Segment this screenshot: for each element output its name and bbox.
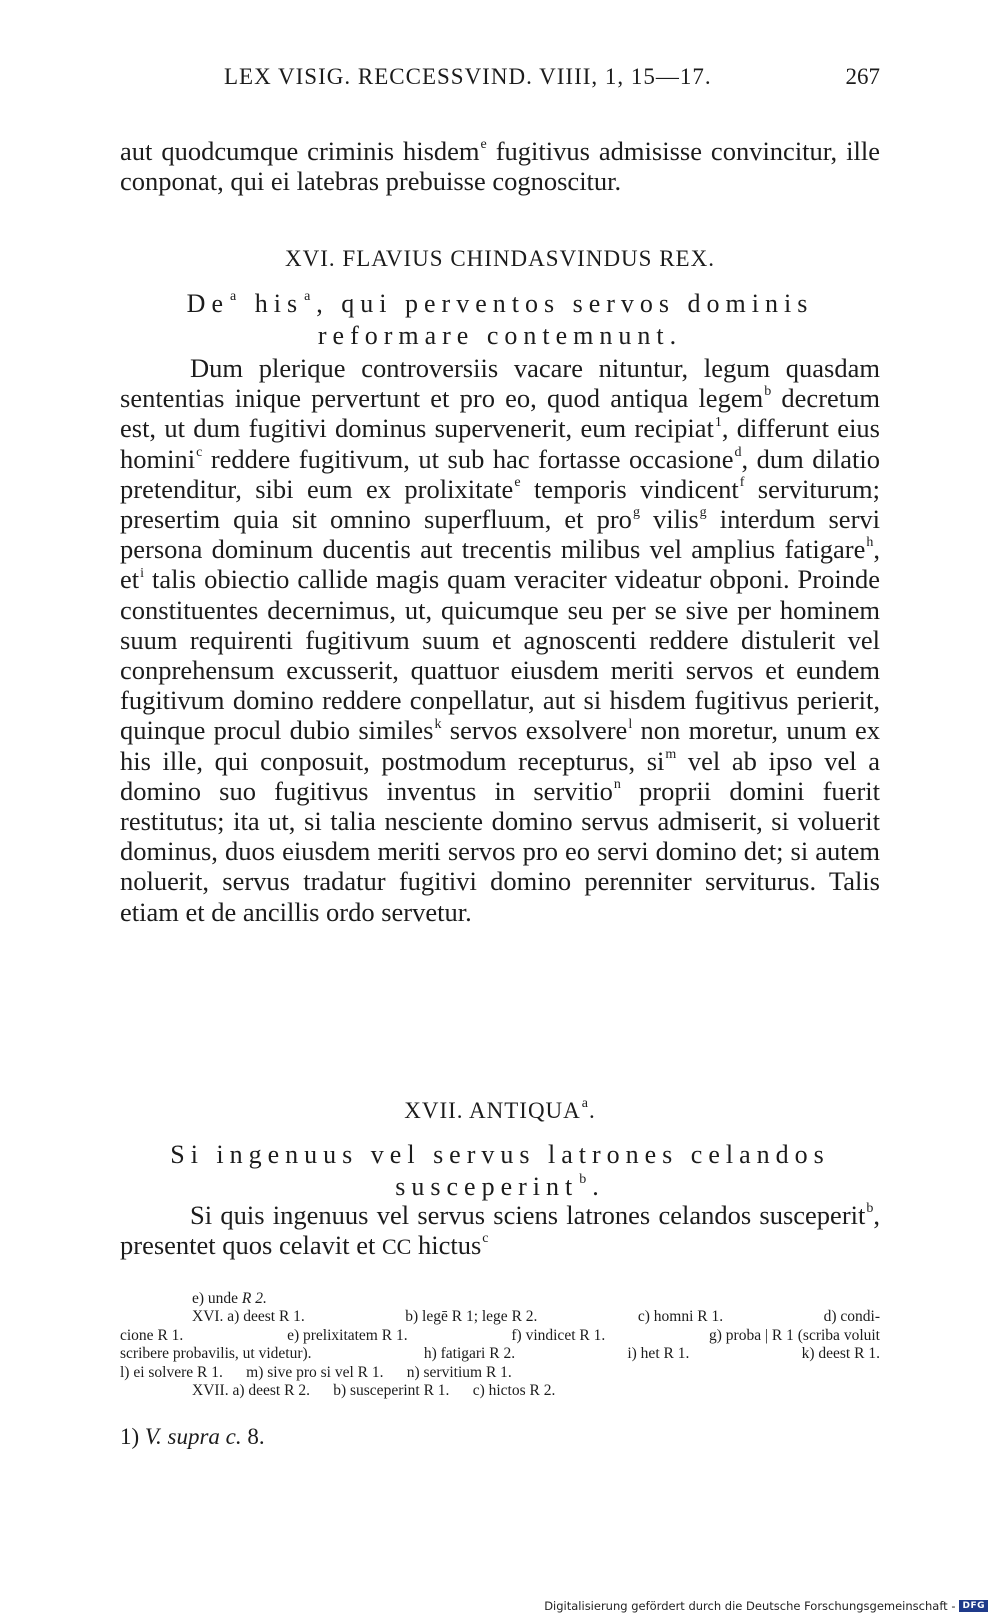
footnote-1: 1) V. supra c. 8. <box>120 1424 265 1449</box>
section-rubric-xvii: Si ingenuus vel servus latrones celandos susceperint$^b$. <box>170 1140 830 1201</box>
apparatus-line: scribere probavilis, ut videtur). h) fatigari R 2. i) het R 1. k) deest R 1. <box>120 1345 880 1363</box>
page-number: 267 <box>845 64 880 89</box>
running-title: LEX VISIG. RECCESSVIND. VIIII, 1, 15—17. <box>224 64 712 89</box>
critical-apparatus <box>120 1290 880 1400</box>
paragraph-text: aut quodcumque criminis hisdem$^e$ fugitivus admisisse convincitur, ille conponat, qui ei latebras prebuisse cognoscitur. <box>120 136 880 197</box>
paragraph-text: Si quis ingenuus vel servus sciens latrones celandos susceperit$^b$, presentet quos celavit et CC hictus$^c$ <box>120 1200 880 1261</box>
apparatus-line: e) unde R 2. <box>192 1290 267 1307</box>
section-heading-xvi: XVI. FLAVIUS CHINDASVINDUS REX. <box>285 246 715 271</box>
section-text-xvi <box>120 353 880 927</box>
apparatus-line: XVII. a) deest R 2. b) susceperint R 1. c) hictos R 2. <box>192 1382 556 1400</box>
running-head <box>120 64 880 104</box>
apparatus-line: XVI. a) deest R 1. b) legē R 1; lege R 2. c) homni R 1. d) condi- <box>192 1308 880 1326</box>
section-heading-xvii: XVII. ANTIQUA$^a$. <box>404 1096 596 1123</box>
digitization-credit <box>544 1599 988 1613</box>
credit-text: Digitalisierung gefördert durch die Deutsche Forschungsgemeinschaft - <box>544 1599 956 1613</box>
paragraph-text: Dum plerique controversiis vacare nituntur, legum quasdam sententias inique pervertunt et pro eo, quod antiqua legem$^b$ decretum est, ut dum fugitivi dominus supervenerit, eum recipiat$^1$, differunt eius homini$^c$ reddere fugitivum, ut sub hac fortasse occasione$^d$, dum dilatio pretenditur, sibi eum ex prolixitate$^e$ temporis vindicent$^f$ serviturum; presertim quia sit omnino superfluum, et pro$^g$ vilis$^g$ interdum servi persona dominum ducentis aut trecentis milibus vel amplius fatigare$^h$, $et^i$ talis obiectio callide magis quam veraciter videatur obponi. Proinde constituentes decernimus, ut, quicumque seu per se sive per hominem suum requirenti fugitivum suum et agnoscenti reddere distulerit vel conprehensum excusserit, quattuor eiusdem meriti servos et eundem fugitivum domino reddere conpellatur, aut si hisdem fugitivus perierit, quinque procul dubio similes$^k$ servos exsolvere$^l$ non moretur, unum ex his ille, qui conposuit, postmodum recepturus, $si^m$ vel ab ipso vel a domino suo fugitivus inventus in servitio$^n$ proprii domini fuerit restitutus; ita ut, si talia nesciente domino servus admiserit, si voluerit dominus, duos eiusdem meriti servos pro eo servi domino det; si autem noluerit, servus tradatur fugitivi domino perenniter serviturus. Talis etiam et de ancillis ordo servetur. <box>120 353 881 927</box>
apparatus-line: l) ei solvere R 1. m) sive pro si vel R 1. n) servitium R 1. <box>120 1363 512 1381</box>
dfg-logo: DFG <box>959 1600 988 1612</box>
section-text-xvii <box>120 1200 880 1262</box>
apparatus-line: cione R 1. e) prelixitatem R 1. f) vindicet R 1. g) proba | R 1 (scriba voluit <box>120 1326 880 1344</box>
continued-paragraph <box>120 136 880 196</box>
section-rubric-xvi: De$^a$ his$^a$, qui perventos servos dominis reformare contemnunt. <box>186 289 814 350</box>
